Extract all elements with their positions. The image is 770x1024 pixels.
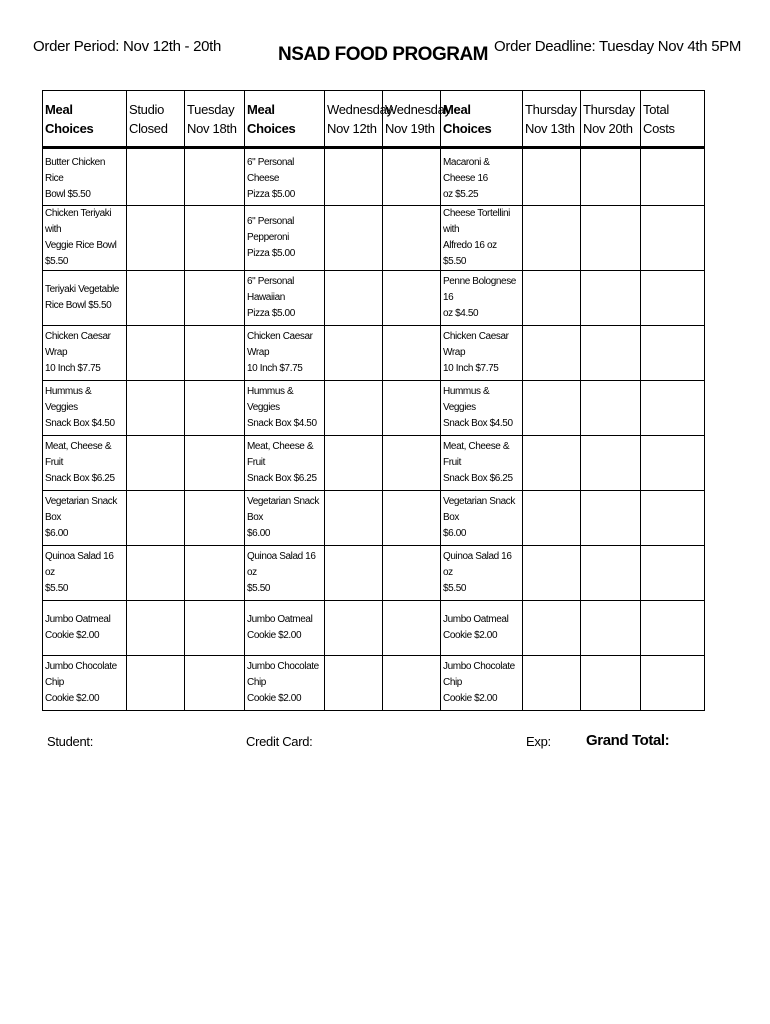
thursday-nov-20-header: Thursday Nov 20th [581, 91, 641, 148]
table-row [43, 436, 705, 491]
thursday-nov-20-order-cell[interactable] [581, 271, 641, 326]
header-row [43, 91, 705, 148]
thursday-nov-13-order-cell[interactable] [523, 271, 581, 326]
tuesday-order-cell[interactable] [185, 206, 245, 271]
studio-closed-cell[interactable] [127, 436, 185, 491]
thursday-nov-20-order-cell[interactable] [581, 148, 641, 206]
tuesday-order-cell[interactable] [185, 436, 245, 491]
wednesday-nov-12-order-cell[interactable] [325, 491, 383, 546]
total-cost-cell[interactable] [641, 656, 705, 711]
tuesday-order-cell[interactable] [185, 601, 245, 656]
tuesday-meal-item: Jumbo Oatmeal Cookie $2.00 [43, 601, 127, 656]
page-title: NSAD FOOD PROGRAM [278, 44, 488, 65]
studio-closed-cell[interactable] [127, 491, 185, 546]
wednesday-meal-item: 6" Personal Cheese Pizza $5.00 [245, 148, 325, 206]
tuesday-meal-item: Hummus & Veggies Snack Box $4.50 [43, 381, 127, 436]
thursday-meal-item: Jumbo Chocolate Chip Cookie $2.00 [441, 656, 523, 711]
studio-closed-cell[interactable] [127, 206, 185, 271]
exp-label: Exp: [526, 734, 551, 749]
thursday-nov-20-order-cell[interactable] [581, 656, 641, 711]
table-row [43, 656, 705, 711]
total-cost-cell[interactable] [641, 326, 705, 381]
studio-closed-header: Studio Closed [127, 91, 185, 148]
wednesday-meal-item: Chicken Caesar Wrap 10 Inch $7.75 [245, 326, 325, 381]
total-cost-cell[interactable] [641, 546, 705, 601]
total-cost-cell[interactable] [641, 436, 705, 491]
thursday-meal-item: Hummus & Veggies Snack Box $4.50 [441, 381, 523, 436]
thursday-nov-20-order-cell[interactable] [581, 206, 641, 271]
tuesday-meal-item: Teriyaki Vegetable Rice Bowl $5.50 [43, 271, 127, 326]
thursday-meal-item: Jumbo Oatmeal Cookie $2.00 [441, 601, 523, 656]
tuesday-meal-item: Butter Chicken Rice Bowl $5.50 [43, 148, 127, 206]
tuesday-nov-18-header: Tuesday Nov 18th [185, 91, 245, 148]
wednesday-nov-19-order-cell[interactable] [383, 546, 441, 601]
wednesday-meal-item: 6" Personal Hawaiian Pizza $5.00 [245, 271, 325, 326]
wednesday-nov-12-order-cell[interactable] [325, 381, 383, 436]
thursday-nov-20-order-cell[interactable] [581, 491, 641, 546]
tuesday-order-cell[interactable] [185, 656, 245, 711]
table-row [43, 326, 705, 381]
studio-closed-cell[interactable] [127, 148, 185, 206]
meal-choices-header: Meal Choices [43, 91, 127, 148]
total-cost-cell[interactable] [641, 491, 705, 546]
table-row [43, 148, 705, 206]
studio-closed-cell[interactable] [127, 271, 185, 326]
tuesday-order-cell[interactable] [185, 326, 245, 381]
order-period: Order Period: Nov 12th - 20th [33, 38, 222, 55]
thursday-nov-13-order-cell[interactable] [523, 656, 581, 711]
wednesday-meal-item: Hummus & Veggies Snack Box $4.50 [245, 381, 325, 436]
tuesday-meal-item: Meat, Cheese & Fruit Snack Box $6.25 [43, 436, 127, 491]
tuesday-meal-item: Quinoa Salad 16 oz $5.50 [43, 546, 127, 601]
table-row [43, 491, 705, 546]
thursday-meal-item: Meat, Cheese & Fruit Snack Box $6.25 [441, 436, 523, 491]
table-row [43, 381, 705, 436]
wednesday-meal-item: Quinoa Salad 16 oz $5.50 [245, 546, 325, 601]
table-row [43, 206, 705, 271]
thursday-meal-item: Vegetarian Snack Box $6.00 [441, 491, 523, 546]
table-row [43, 546, 705, 601]
studio-closed-cell[interactable] [127, 546, 185, 601]
order-table [42, 90, 705, 711]
thursday-nov-13-order-cell[interactable] [523, 491, 581, 546]
tuesday-meal-item: Chicken Teriyaki with Veggie Rice Bowl $5.50 [43, 206, 127, 271]
wednesday-meal-item: Jumbo Chocolate Chip Cookie $2.00 [245, 656, 325, 711]
student-label: Student: [47, 734, 94, 749]
studio-closed-cell[interactable] [127, 656, 185, 711]
tuesday-meal-item: Chicken Caesar Wrap 10 Inch $7.75 [43, 326, 127, 381]
wednesday-meal-item: Meat, Cheese & Fruit Snack Box $6.25 [245, 436, 325, 491]
wednesday-nov-12-header: Wednesday Nov 12th [325, 91, 383, 148]
wednesday-nov-12-order-cell[interactable] [325, 546, 383, 601]
thursday-meal-item: Penne Bolognese 16 oz $4.50 [441, 271, 523, 326]
meal-choices-header: Meal Choices [441, 91, 523, 148]
thursday-nov-13-order-cell[interactable] [523, 381, 581, 436]
wednesday-nov-12-order-cell[interactable] [325, 436, 383, 491]
tuesday-order-cell[interactable] [185, 148, 245, 206]
tuesday-meal-item: Vegetarian Snack Box $6.00 [43, 491, 127, 546]
wednesday-nov-19-order-cell[interactable] [383, 381, 441, 436]
wednesday-nov-19-order-cell[interactable] [383, 601, 441, 656]
tuesday-order-cell[interactable] [185, 381, 245, 436]
thursday-nov-13-order-cell[interactable] [523, 601, 581, 656]
thursday-nov-13-order-cell[interactable] [523, 436, 581, 491]
wednesday-nov-12-order-cell[interactable] [325, 206, 383, 271]
wednesday-meal-item: Jumbo Oatmeal Cookie $2.00 [245, 601, 325, 656]
thursday-meal-item: Macaroni & Cheese 16 oz $5.25 [441, 148, 523, 206]
wednesday-nov-19-header: Wednesday Nov 19th [383, 91, 441, 148]
total-cost-cell[interactable] [641, 271, 705, 326]
tuesday-order-cell[interactable] [185, 271, 245, 326]
total-cost-cell[interactable] [641, 601, 705, 656]
wednesday-meal-item: 6" Personal Pepperoni Pizza $5.00 [245, 206, 325, 271]
thursday-meal-item: Cheese Tortellini with Alfredo 16 oz $5.50 [441, 206, 523, 271]
thursday-nov-13-order-cell[interactable] [523, 148, 581, 206]
thursday-nov-20-order-cell[interactable] [581, 326, 641, 381]
thursday-nov-13-order-cell[interactable] [523, 546, 581, 601]
total-cost-cell[interactable] [641, 148, 705, 206]
wednesday-nov-19-order-cell[interactable] [383, 491, 441, 546]
wednesday-nov-12-order-cell[interactable] [325, 148, 383, 206]
studio-closed-cell[interactable] [127, 326, 185, 381]
wednesday-nov-19-order-cell[interactable] [383, 148, 441, 206]
wednesday-nov-12-order-cell[interactable] [325, 326, 383, 381]
wednesday-nov-12-order-cell[interactable] [325, 601, 383, 656]
wednesday-nov-19-order-cell[interactable] [383, 206, 441, 271]
tuesday-order-cell[interactable] [185, 491, 245, 546]
wednesday-nov-12-order-cell[interactable] [325, 656, 383, 711]
credit-card-label: Credit Card: [246, 734, 313, 749]
wednesday-nov-19-order-cell[interactable] [383, 436, 441, 491]
thursday-nov-13-order-cell[interactable] [523, 206, 581, 271]
wednesday-meal-item: Vegetarian Snack Box $6.00 [245, 491, 325, 546]
meal-choices-header: Meal Choices [245, 91, 325, 148]
grand-total-label: Grand Total: [586, 732, 670, 749]
wednesday-nov-19-order-cell[interactable] [383, 326, 441, 381]
studio-closed-cell[interactable] [127, 601, 185, 656]
tuesday-meal-item: Jumbo Chocolate Chip Cookie $2.00 [43, 656, 127, 711]
wednesday-nov-12-order-cell[interactable] [325, 271, 383, 326]
thursday-nov-13-header: Thursday Nov 13th [523, 91, 581, 148]
wednesday-nov-19-order-cell[interactable] [383, 656, 441, 711]
total-costs-header: Total Costs [641, 91, 705, 148]
thursday-nov-20-order-cell[interactable] [581, 436, 641, 491]
total-cost-cell[interactable] [641, 206, 705, 271]
total-cost-cell[interactable] [641, 381, 705, 436]
thursday-nov-20-order-cell[interactable] [581, 381, 641, 436]
wednesday-nov-19-order-cell[interactable] [383, 271, 441, 326]
thursday-nov-20-order-cell[interactable] [581, 546, 641, 601]
order-deadline: Order Deadline: Tuesday Nov 4th 5PM [494, 38, 742, 55]
tuesday-order-cell[interactable] [185, 546, 245, 601]
thursday-nov-13-order-cell[interactable] [523, 326, 581, 381]
thursday-meal-item: Quinoa Salad 16 oz $5.50 [441, 546, 523, 601]
table-row [43, 601, 705, 656]
thursday-nov-20-order-cell[interactable] [581, 601, 641, 656]
studio-closed-cell[interactable] [127, 381, 185, 436]
table-row [43, 271, 705, 326]
thursday-meal-item: Chicken Caesar Wrap 10 Inch $7.75 [441, 326, 523, 381]
